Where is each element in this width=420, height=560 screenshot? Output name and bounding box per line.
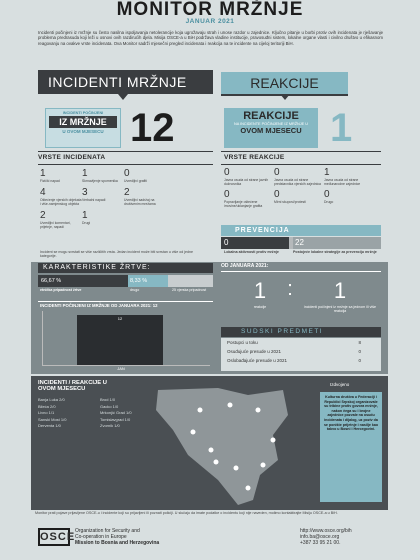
reaction-type xyxy=(274,167,324,186)
prevention-strategies-count: 22 xyxy=(293,237,381,249)
victims-religious-label: 25 vjerska pripadnost xyxy=(172,288,207,292)
reaction-type xyxy=(224,167,274,186)
reaction-type-count: 0 xyxy=(324,189,330,200)
divider xyxy=(221,164,381,165)
divider xyxy=(221,271,381,272)
reactions-count-box xyxy=(224,108,318,148)
map-callout: Kulturna društva u Federaciji i Republici Srpskoj organizovale su tribine protiv govora mržnje, nakon čega su i brojne zajednice pozvale na osudu incidenata i dijalog, uz poziv da se ponište prijetnje i nasilje kao takvo u Bosni i Hercegovini. xyxy=(320,392,382,502)
victims-religious-pct: 25 xyxy=(172,288,176,292)
reaction-type-label: Popravljanje oštećene imovine/uklanjanje grafita xyxy=(224,200,263,208)
incident-type-count: 0 xyxy=(124,168,130,179)
courts-heading: SUDSKI PREDMETI xyxy=(221,327,381,337)
victims-bar xyxy=(38,275,213,287)
since-january-reactions-label: reakcije xyxy=(253,305,267,309)
reaction-type-count: 1 xyxy=(324,167,330,178)
footer-phone: +387 33 95 21 00. xyxy=(300,540,341,546)
map-marker xyxy=(209,448,214,453)
incident-types-note: Incident se mogu svrstati se više različitih vrsta. Jedan incident može biti svrstan u više od jedne kategorije. xyxy=(40,250,194,259)
victims-religious-segment xyxy=(168,275,213,287)
incident-type xyxy=(82,187,124,206)
divider xyxy=(38,301,213,302)
incident-type-label: Uvredljivi komentari, prijetnje, napadi xyxy=(40,221,71,229)
map-legend-title: Izdvojeno xyxy=(330,382,350,387)
courts-row: Osuđujuće presude u 2021 0 xyxy=(227,349,361,354)
incident-types-heading: VRSTE INCIDENATA xyxy=(38,154,106,161)
page-subtitle: JANUAR 2021 xyxy=(185,18,235,25)
since-january-heading: OD JANUARA 2021: xyxy=(221,263,269,269)
map-city: Tomislavgrad 1/0 xyxy=(100,416,131,422)
incident-type-count: 1 xyxy=(82,168,88,179)
map-marker xyxy=(191,430,196,435)
map-city: Mrkonjić Grad 1/0 xyxy=(100,410,132,415)
reaction-type-label: Drugo xyxy=(324,200,334,204)
incident-type-label: Drugi xyxy=(82,221,91,225)
timeline-bar-value: 12 xyxy=(117,316,123,321)
incidents-box-mid: IZ MRŽNJE xyxy=(49,116,117,128)
map-city: Livno 1/1 xyxy=(38,410,55,415)
timeline-bar-jan xyxy=(77,315,163,365)
map-marker xyxy=(246,486,251,491)
incident-type-label: Uvredljivi grafiti xyxy=(124,179,147,183)
incident-type xyxy=(40,210,82,229)
reaction-types-grid xyxy=(224,167,384,208)
intro-text: Incidenti počinjeni iz mržnje su često nasilna ispoljavanja netolerancije koja ugrožavaju strah i unose razdor u zajednice. Ključno pitanje u borbi protiv ovih incidenata je rješavanje problema predrasuda koji leži u osnovi ovih razdirućih djela. Misija OSCE-a u BiH podržava vladine institucije, pravosuđni sistem, lokalne organe vlasti i civilno društvo u efikasnom reagovanju na ovakve vrste incidenata. Ova Monitor sadrži mjesečni pregled incidenata i reakcija na te incidente na cijeloj teritoriji BiH. xyxy=(38,30,383,46)
timeline-month: JAN xyxy=(117,366,125,371)
footer-contact xyxy=(300,528,352,546)
since-january-reactions: 1 xyxy=(253,278,267,303)
bih-map xyxy=(148,380,298,510)
incident-type-count: 2 xyxy=(40,210,46,221)
since-january-separator: : xyxy=(287,278,293,300)
reactions-heading-arrow xyxy=(280,94,290,100)
footer-web[interactable]: http://www.osce.org/bih xyxy=(300,528,352,534)
reaction-types-heading: VRSTE REAKCIJE xyxy=(224,154,285,161)
reaction-type xyxy=(324,189,374,208)
map-marker xyxy=(271,438,276,443)
footer-email[interactable]: info.ba@osce.org xyxy=(300,534,340,540)
incident-type xyxy=(124,187,166,206)
reaction-type xyxy=(324,167,374,186)
incident-type-label: Oštećenje vjerskih objekata i više-namjenskog objekta xyxy=(40,198,82,206)
map-marker xyxy=(198,408,203,413)
osce-logo: OSCE xyxy=(38,528,70,546)
footer-note: Monitor prati pojave prijavljene OSCE-u i incidente koji su prijavljeni ili poznati policiji. U slučaju da imate podatke o incidentu koji nije naveden, molimo kontaktirajte Misiju OSCE-a u BiH. xyxy=(35,511,338,515)
victims-ethnic-pct: 66,67 % xyxy=(38,275,128,287)
prevention-strategies-label: Postojeće lokalne strategije za prevenciju mržnje xyxy=(293,250,377,254)
map-city: Banja Luka 2/0 xyxy=(38,397,65,402)
map-marker xyxy=(256,408,261,413)
prevention-bar xyxy=(221,237,381,249)
timeline-heading: INCIDENTI POČINJENI IZ MRŽNJE OD JANUARA 2021: 12 xyxy=(40,303,158,308)
map-heading: INCIDENTI / REAKCIJE U OVOM MJESECU xyxy=(38,380,107,392)
reaction-type-count: 0 xyxy=(224,167,230,178)
map-city: Gacko 1/0 xyxy=(100,403,119,409)
map-marker xyxy=(214,460,219,465)
prevention-heading: PREVENCIJA xyxy=(221,225,381,236)
reactions-box-mid: NA INCIDENTE POČINJENE IZ MRŽNJE U xyxy=(233,122,309,126)
incidents-heading-arrow xyxy=(118,94,128,100)
incident-types-grid xyxy=(40,168,210,229)
timeline-chart xyxy=(42,311,210,366)
incident-type-count: 2 xyxy=(124,187,130,198)
since-january-incidents-label: incidenti počinjeni iz mržnje sa jednom ili više reakcija xyxy=(303,305,377,314)
since-january-incidents: 1 xyxy=(333,278,347,303)
map-list-col1 xyxy=(38,397,108,430)
reaction-type xyxy=(274,189,324,208)
incident-type-label: Uvredljivi sadržaj na društvenim mrežama xyxy=(124,198,156,206)
courts-row: Postupci u toku 8 xyxy=(227,340,361,345)
incident-type-count: 3 xyxy=(82,187,88,198)
incidents-count-box xyxy=(45,108,121,148)
victims-heading: KARAKTERISTIKE ŽRTVE: xyxy=(38,263,213,273)
prevention-local-count: 0 xyxy=(221,237,289,249)
incidents-box-bottom: U OVOM MJESECU xyxy=(62,129,104,134)
incidents-heading: INCIDENTI MRŽNJE xyxy=(38,70,213,94)
map-marker xyxy=(261,463,266,468)
reaction-type-label: Mirni skupovi/protesti xyxy=(274,200,306,204)
reactions-box-top: REAKCIJE xyxy=(243,110,299,122)
incident-type-count: 1 xyxy=(40,168,46,179)
victims-ethnic-label: etnička pripadnost žrtve xyxy=(40,288,82,292)
victims-other-pct: 8,33 % xyxy=(128,275,168,287)
reaction-type-label: Javna osuda od strane javnih dužnosnika xyxy=(224,178,269,186)
map-city: Brod 1/0 xyxy=(100,397,116,402)
divider xyxy=(38,151,213,152)
incident-type-label: Fizički napad xyxy=(40,179,60,183)
prevention-local-label: Lokalna aktivnosti protiv mržnje xyxy=(224,250,279,254)
victims-other-label: drugo xyxy=(130,288,140,292)
incidents-count: 12 xyxy=(130,106,175,150)
incident-type xyxy=(82,210,124,229)
reactions-box-bottom: OVOM MJESECU xyxy=(240,126,302,135)
incident-type xyxy=(82,168,124,183)
incident-type-label: Skrnavljenje spomenika xyxy=(82,179,118,183)
incidents-box-top: INCIDENTI POČINJENI xyxy=(62,111,104,115)
footer-org: Organization for Security and Co-operation in Europe Mission to Bosnia and Herzegovina xyxy=(75,528,160,546)
map-city: Derventa 1/0 xyxy=(38,423,61,428)
divider xyxy=(221,151,381,152)
reaction-type-count: 0 xyxy=(274,167,280,178)
reaction-type-count: 0 xyxy=(274,189,280,200)
map-marker xyxy=(234,466,239,471)
reaction-type xyxy=(224,189,274,208)
incident-type xyxy=(40,168,82,183)
map-marker xyxy=(228,403,233,408)
timeline-total: 12 xyxy=(152,303,158,308)
incident-type-count: 4 xyxy=(40,187,46,198)
map-shape xyxy=(156,388,288,505)
courts-table xyxy=(221,338,381,371)
courts-row: Oslobađajuće presude u 2021 0 xyxy=(227,358,361,363)
reaction-type-label: Javna osuda od strane predstavnika vjerskih zajednica xyxy=(274,178,321,186)
incident-type-label: Verbalni napadi xyxy=(82,198,106,202)
divider xyxy=(38,164,213,165)
incident-type-count: 1 xyxy=(82,210,88,221)
reaction-type-label: Javna osuda od strane međunarodne zajednice xyxy=(324,178,361,186)
reactions-count: 1 xyxy=(330,106,353,150)
reactions-heading: REAKCIJE xyxy=(221,72,348,94)
map-city: Sanski Most 1/0 xyxy=(38,416,67,422)
incident-type xyxy=(40,187,82,206)
map-city: Zvornik 1/0 xyxy=(100,423,120,428)
incident-type xyxy=(124,168,166,183)
reaction-type-count: 0 xyxy=(224,189,230,200)
page-title: MONITOR MRŽNJE xyxy=(116,0,304,20)
map-city: Bileća 2/0 xyxy=(38,403,56,409)
